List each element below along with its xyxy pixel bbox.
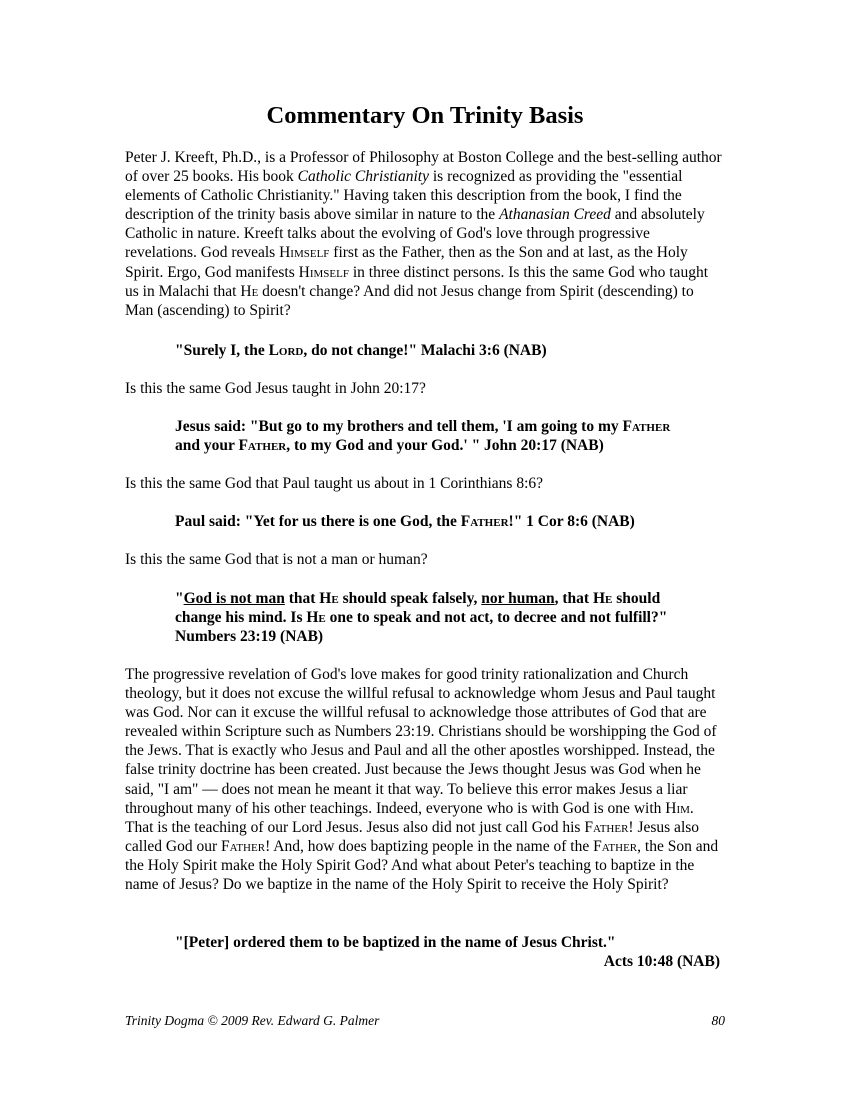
page-number: 80 <box>711 1013 725 1028</box>
paragraph-kreeft: Peter J. Kreeft, Ph.D., is a Professor of Philosophy at Boston College and the best-selling author of over 25 books. His book Catholic Christianity is recognized as providing the "essential elements of Catholic Christianity." Having taken this description from the book, I find the description of the trinity basis above similar in nature to the Athanasian Creed and absolutely Catholic in nature. Kreeft talks about the evolving of God's love through progressive revelations. God reveals Himself first as the Father, then as the Son and at last, as the Holy Spirit. Ergo, God manifests Himself in three distinct persons. Is this the same God who taught us in Malachi that He doesn't change? And did not Jesus change from Spirit (descending) to Man (ascending) to Spirit? <box>125 149 722 319</box>
quote-acts-reference: Acts 10:48 (NAB) <box>603 953 720 971</box>
page-title: Commentary On Trinity Basis <box>266 102 584 129</box>
paragraph-progressive-revelation: The progressive revelation of God's love makes for good trinity rationalization and Church theology, but it does not excuse the willful refusal to acknowledge whom Jesus and Paul taught was God. Nor can it excuse the willful refusal to acknowledge those attributes of God that are revealed within Scripture such as Numbers 23:19. Christians should be worshipping the God of the Jews. That is exactly who Jesus and Paul and all the other apostles worshipped. Instead, the false trinity doctrine has been created. Just because the Jews thought Jesus was God when he said, "I am" — does not mean he meant it that way. To believe this error makes Jesus a liar throughout many of his other teachings. Indeed, everyone who is with God is one with Him. That is the teaching of our Lord Jesus. Jesus also did not just call God his Father! Jesus also called God our Father! And, how does baptizing people in the name of the Father, the Son and the Holy Spirit make the Holy Spirit God? And what about Peter's teaching to baptize in the name of Jesus? Do we baptize in the name of the Holy Spirit to receive the Holy Spirit? <box>125 666 719 894</box>
book-title: Catholic Christianity <box>297 168 429 186</box>
paragraph-numbers-question: Is this the same God that is not a man or human? <box>125 551 428 568</box>
paragraph-corinthians-question: Is this the same God that Paul taught us about in 1 Corinthians 8:6? <box>125 475 544 492</box>
quote-malachi: "Surely I, the Lord, do not change!" Malachi 3:6 (NAB) <box>175 342 547 359</box>
quote-acts: "[Peter] ordered them to be baptized in the name of Jesus Christ." Acts 10:48 (NAB) <box>175 933 735 971</box>
quote-john: Jesus said: "But go to my brothers and tell them, 'I am going to my Father and your Father, to my God and your God.' " John 20:17 (NAB) <box>175 418 671 455</box>
quote-corinthians: Paul said: "Yet for us there is one God, the Father!" 1 Cor 8:6 (NAB) <box>175 513 635 530</box>
quote-numbers: "God is not man that He should speak falsely, nor human, that He should change his mind. Is He one to speak and not act, to decree and not fulfill?" Numbers 23:19 (NAB) <box>175 590 668 646</box>
footer-copyright: Trinity Dogma © 2009 Rev. Edward G. Palmer <box>125 1013 380 1028</box>
creed-name: Athanasian Creed <box>499 206 611 224</box>
paragraph-john-question: Is this the same God Jesus taught in John 20:17? <box>125 380 426 397</box>
